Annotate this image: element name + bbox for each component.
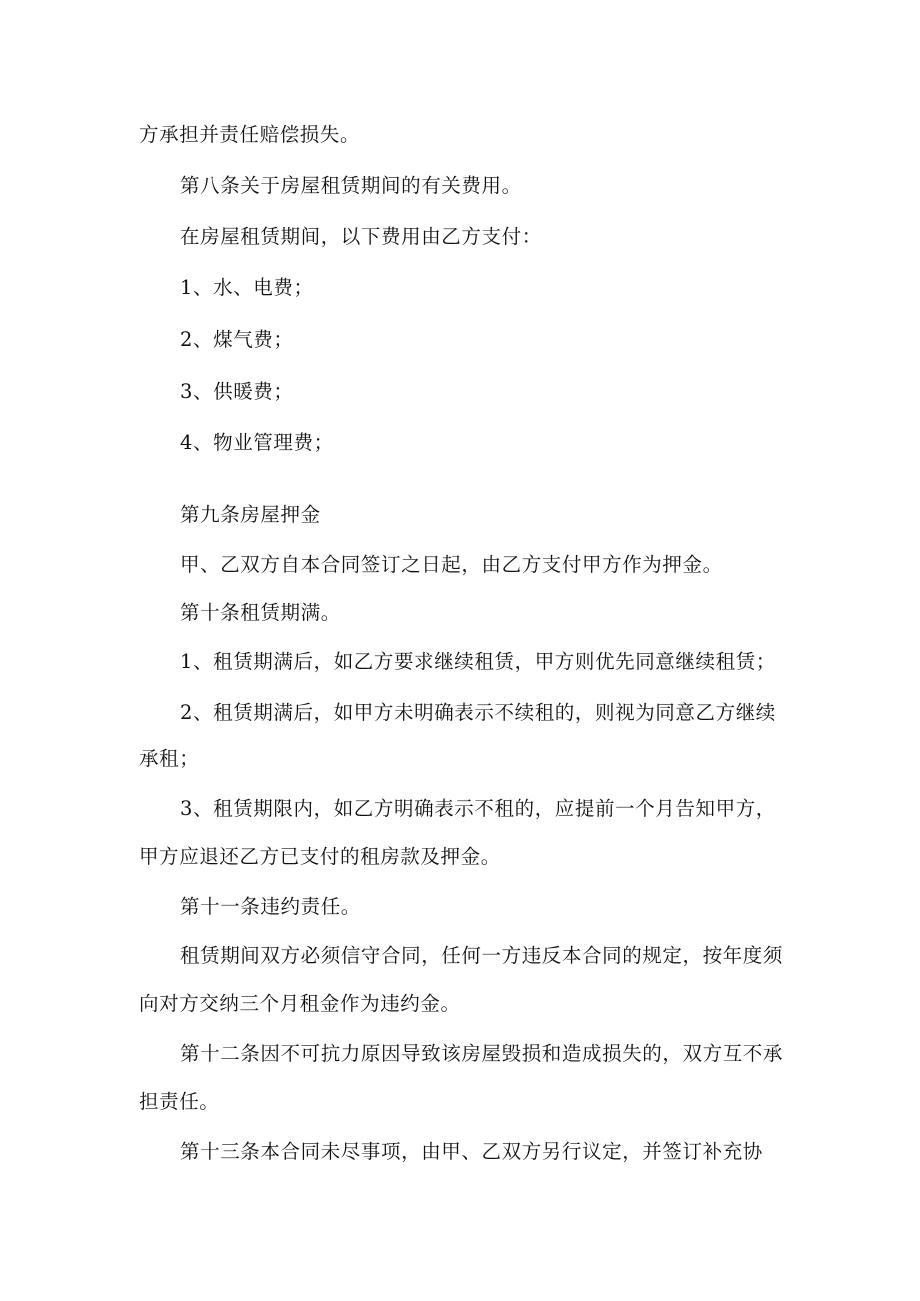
text-line: 甲、乙双方自本合同签订之日起，由乙方支付甲方作为押金。	[180, 553, 723, 576]
text-line: 甲方应退还乙方已支付的租房款及押金。	[139, 845, 501, 868]
list-item: 3、供暖费；	[180, 380, 294, 403]
list-item: 2、租赁期满后，如甲方未明确表示不续租的，则视为同意乙方继续	[180, 701, 776, 724]
text-line: 在房屋租赁期间，以下费用由乙方支付：	[180, 225, 542, 248]
section-heading-8: 第八条关于房屋租赁期间的有关费用。	[180, 174, 522, 197]
list-item: 1、水、电费；	[180, 276, 314, 299]
list-item: 2、煤气费；	[180, 328, 294, 351]
text-line: 担责任。	[139, 1090, 220, 1113]
text-line: 向对方交纳三个月租金作为违约金。	[139, 992, 461, 1015]
section-heading-10: 第十条租赁期满。	[180, 601, 341, 624]
section-heading-11: 第十一条违约责任。	[180, 895, 361, 918]
list-item: 1、租赁期满后，如乙方要求继续租赁，甲方则优先同意继续租赁；	[180, 650, 776, 673]
section-heading-12: 第十二条因不可抗力原因导致该房屋毁损和造成损失的，双方互不承	[180, 1042, 784, 1065]
list-item: 3、租赁期限内，如乙方明确表示不租的，应提前一个月告知甲方，	[180, 797, 776, 820]
text-line: 承租；	[139, 747, 200, 770]
text-line: 方承担并责任赔偿损失。	[139, 123, 361, 146]
list-item: 4、物业管理费；	[180, 431, 334, 454]
section-heading-13: 第十三条本合同未尽事项，由甲、乙双方另行议定，并签订补充协	[180, 1140, 763, 1163]
section-heading-9: 第九条房屋押金	[180, 503, 321, 526]
text-line: 租赁期间双方必须信守合同，任何一方违反本合同的规定，按年度须	[180, 944, 784, 967]
